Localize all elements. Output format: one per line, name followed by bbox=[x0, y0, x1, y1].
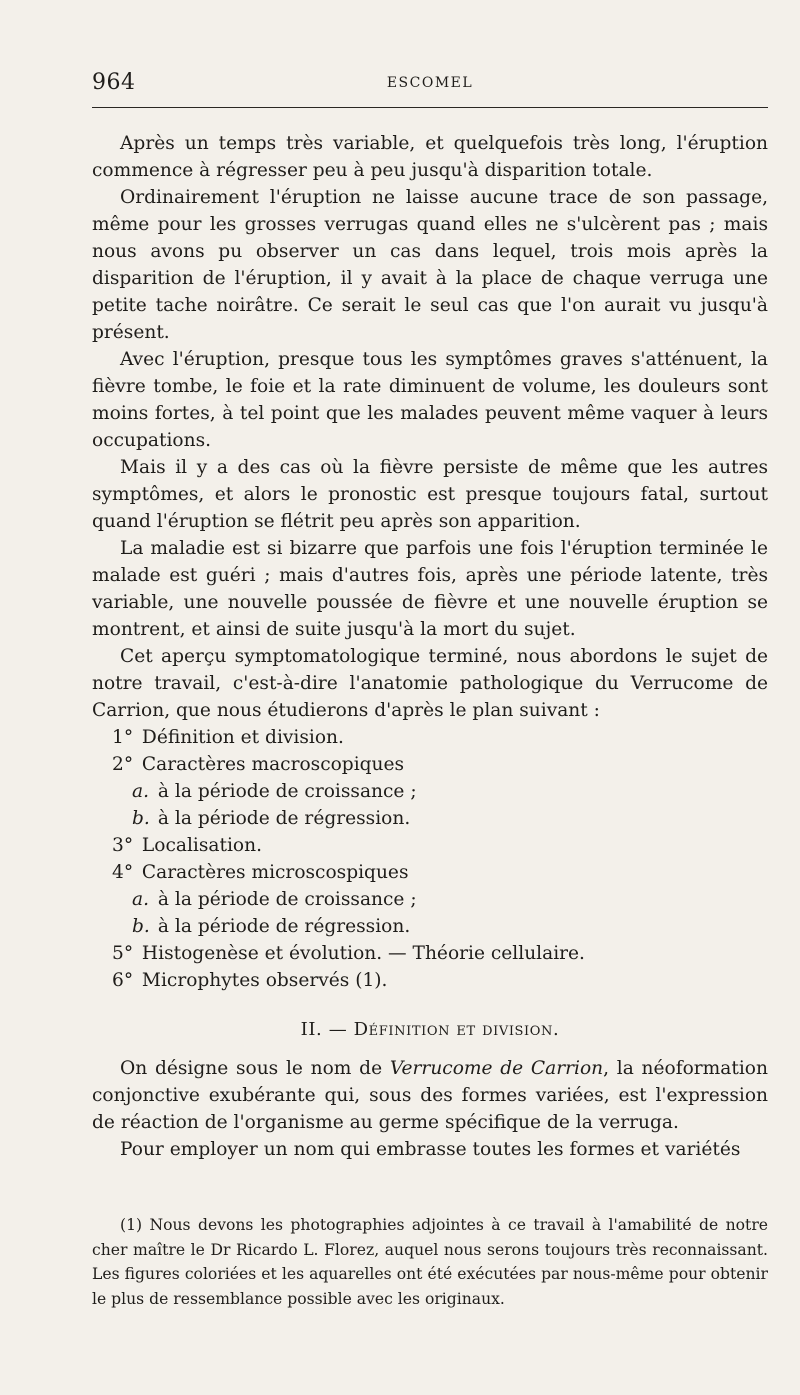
paragraph-text: On désigne sous le nom de bbox=[120, 1058, 383, 1079]
outline-subitem bbox=[92, 805, 768, 832]
page-number: 964 bbox=[92, 70, 136, 95]
outline-item bbox=[92, 751, 768, 778]
paragraph: Ordinairement l'éruption ne laisse aucune trace de son passage, même pour les grosses verrugas quand elles ne s'ulcèrent pas ; mais nous avons pu observer un cas dans lequel, trois mois après la disparition de l'éruption, il y avait à la place de chaque verruga une petite tache noirâtre. Ce serait le seul cas que l'on aurait vu jusqu'à présent. bbox=[92, 187, 768, 343]
term-verrucome: Verrucome de Carrion bbox=[389, 1058, 604, 1079]
outline-marker: 4° bbox=[112, 862, 134, 883]
outline-marker: 6° bbox=[112, 970, 134, 991]
outline-marker: b. bbox=[132, 916, 150, 937]
outline-text: à la période de régression. bbox=[157, 916, 411, 937]
outline-marker: b. bbox=[132, 808, 150, 829]
outline-text: à la période de régression. bbox=[157, 808, 411, 829]
outline-text: Microphytes observés (1). bbox=[141, 970, 388, 991]
outline-marker: 2° bbox=[112, 754, 134, 775]
paragraph-text: , la néoformation conjonctive exubérante qui, sous des formes variées, est l'expression de réaction de l'organisme au germe spécifique de la verruga. bbox=[92, 1058, 768, 1133]
outline-marker: a. bbox=[132, 781, 149, 802]
outline-subitem bbox=[92, 913, 768, 940]
section-heading bbox=[92, 1016, 768, 1043]
outline-text: Caractères macroscopiques bbox=[141, 754, 405, 775]
running-title: ESCOMEL bbox=[386, 75, 474, 91]
outline-marker: 1° bbox=[112, 727, 134, 748]
outline-item bbox=[92, 859, 768, 886]
outline-marker: 3° bbox=[112, 835, 134, 856]
outline-item bbox=[92, 832, 768, 859]
header-rule bbox=[92, 107, 768, 108]
paragraph: La maladie est si bizarre que parfois une fois l'éruption terminée le malade est guéri ; mais d'autres fois, après une période latente, très variable, une nouvelle poussée de fièvre et une nouvelle éruption se montrent, et ainsi de suite jusqu'à la mort du sujet. bbox=[92, 538, 768, 640]
outline-subitem bbox=[92, 886, 768, 913]
page-header bbox=[92, 70, 768, 100]
section-number: II. — bbox=[300, 1019, 348, 1040]
outline-text: Caractères microscospiques bbox=[141, 862, 409, 883]
outline-text: à la période de croissance ; bbox=[157, 889, 417, 910]
outline-item bbox=[92, 940, 768, 967]
outline-marker: 5° bbox=[112, 943, 134, 964]
outline-text: à la période de croissance ; bbox=[157, 781, 417, 802]
footnote: (1) Nous devons les photographies adjointes à ce travail à l'amabilité de notre cher maître le Dr Ricardo L. Florez, auquel nous serons toujours très reconnaissant. Les figures coloriées et les aquarelles ont été exécutées par nous-même pour obtenir le plus de ressemblance possible avec les originaux. bbox=[92, 1216, 768, 1308]
paragraph: Avec l'éruption, presque tous les symptômes graves s'atténuent, la fièvre tombe, le foie et la rate diminuent de volume, les douleurs sont moins fortes, à tel point que les malades peuvent même vaquer à leurs occupations. bbox=[92, 349, 768, 451]
paragraph: Après un temps très variable, et quelquefois très long, l'éruption commence à régresser peu à peu jusqu'à disparition totale. bbox=[92, 133, 768, 181]
outline-text: Définition et division. bbox=[141, 727, 344, 748]
outline-item bbox=[92, 724, 768, 751]
outline-text: Histogenèse et évolution. — Théorie cellulaire. bbox=[141, 943, 585, 964]
outline-item bbox=[92, 967, 768, 994]
paragraph: Pour employer un nom qui embrasse toutes les formes et variétés bbox=[120, 1139, 741, 1160]
section-title: Définition et division. bbox=[353, 1019, 560, 1040]
outline-subitem bbox=[92, 778, 768, 805]
study-plan-outline bbox=[92, 724, 768, 994]
paragraph bbox=[92, 1055, 768, 1136]
outline-text: Localisation. bbox=[141, 835, 262, 856]
main-text bbox=[92, 130, 768, 1163]
paragraph: Mais il y a des cas où la fièvre persiste de même que les autres symptômes, et alors le pronostic est presque toujours fatal, surtout quand l'éruption se flétrit peu après son apparition. bbox=[92, 457, 768, 532]
paragraph: Cet aperçu symptomatologique terminé, nous abordons le sujet de notre travail, c'est-à-dire l'anatomie pathologique du Verrucome de Carrion, que nous étudierons d'après le plan suivant : bbox=[92, 646, 768, 721]
outline-marker: a. bbox=[132, 889, 149, 910]
